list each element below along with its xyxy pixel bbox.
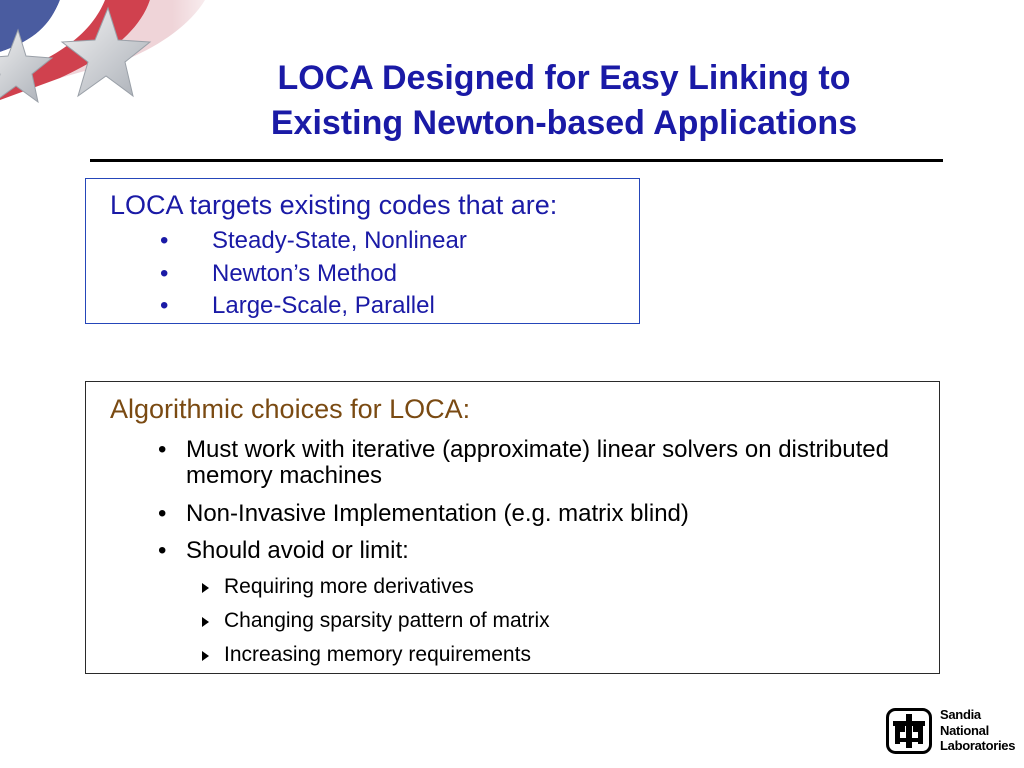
list-item-text: Newton’s Method — [212, 259, 397, 287]
target-codes-heading: LOCA targets existing codes that are: — [110, 190, 558, 220]
list-item-text: Must work with iterative (approximate) linear solvers on distributed memory machines — [186, 436, 889, 489]
title-divider — [90, 159, 943, 162]
logo-wordmark — [940, 707, 1015, 754]
logo-line-1: Sandia — [940, 707, 981, 722]
list-item-text: Non-Invasive Implementation (e.g. matrix blind) — [186, 500, 689, 527]
logo-line-3: Laboratories — [940, 738, 1016, 753]
bullet-icon: • — [158, 436, 167, 463]
choices-list — [86, 501, 906, 527]
choices-list — [86, 538, 906, 564]
logo-line-2: National — [940, 722, 989, 738]
bullet-icon: • — [158, 500, 167, 527]
bullet-icon: • — [160, 292, 169, 319]
bullet-icon: • — [158, 537, 167, 564]
sub-list-item-text: Changing sparsity pattern of matrix — [224, 609, 550, 632]
bullet-icon: • — [160, 227, 169, 254]
list-item — [86, 501, 906, 527]
algorithmic-choices-heading: Algorithmic choices for LOCA: — [110, 394, 471, 424]
list-item-text: Should avoid or limit: — [186, 537, 409, 564]
triangle-bullet-icon — [202, 583, 209, 593]
algorithmic-choices-box — [85, 381, 940, 674]
slide-title — [150, 56, 978, 146]
sub-list-item-text: Requiring more derivatives — [224, 575, 474, 598]
sandia-logo — [886, 706, 1014, 760]
choices-list — [86, 437, 906, 489]
slide-title-line-2: Existing Newton-based Applications — [270, 104, 858, 142]
list-item-text: Steady-State, Nonlinear — [212, 227, 467, 254]
sandia-thunderbird-icon — [886, 708, 932, 754]
slide-title-line-1: LOCA Designed for Easy Linking to — [277, 59, 851, 97]
target-codes-box — [85, 178, 640, 324]
triangle-bullet-icon — [202, 651, 209, 661]
triangle-bullet-icon — [202, 617, 209, 627]
sub-list-item-text: Increasing memory requirements — [224, 643, 531, 666]
list-item — [86, 437, 906, 489]
bullet-icon: • — [160, 259, 169, 287]
list-item-text: Large-Scale, Parallel — [212, 292, 435, 319]
list-item — [86, 538, 906, 564]
